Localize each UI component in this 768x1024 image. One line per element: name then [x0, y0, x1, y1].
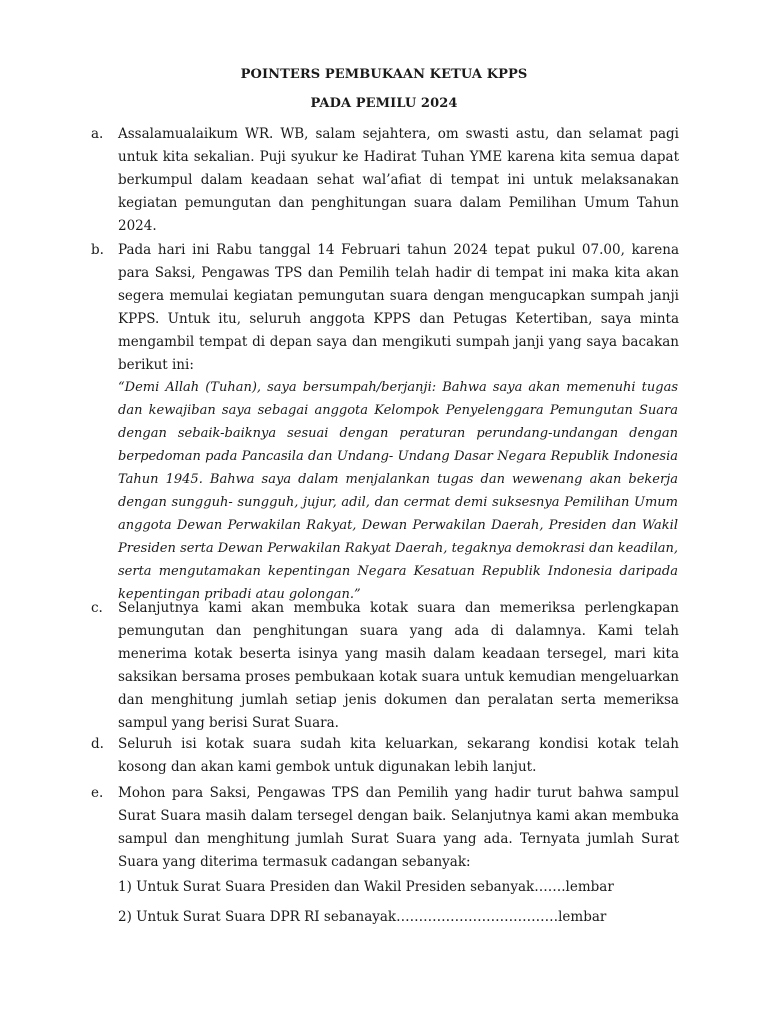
- paragraph-a: [91, 123, 679, 238]
- paragraph-b: [91, 239, 679, 377]
- title-line-1: POINTERS PEMBUKAAN KETUA KPPS: [240, 67, 528, 82]
- title-line-2: PADA PEMILU 2024: [310, 96, 458, 111]
- paragraph-text: Assalamualaikum WR. WB, salam sejahtera, om swasti astu, dan selamat pagi untuk kita sekalian. Puji syukur ke Hadirat Tuhan YME karena kita semua dapat berkumpul dalam keadaan sehat wal’afiat di tempat ini untuk melaksanakan kegiatan pemungutan dan penghitungan suara dalam Pemilihan Umum Tahun 2024.: [118, 126, 679, 234]
- numbered-item-2: 2) Untuk Surat Suara DPR RI sebanayak………………………………lembar: [118, 909, 607, 925]
- paragraph-label: d.: [91, 736, 104, 752]
- paragraph-text: Pada hari ini Rabu tanggal 14 Februari tahun 2024 tepat pukul 07.00, karena para Saksi, Pengawas TPS dan Pemilih telah hadir di tempat ini maka kita akan segera memulai kegiatan pemungutan suara dengan mengucapkan sumpah janji KPPS. Untuk itu, seluruh anggota KPPS dan Petugas Ketertiban, saya minta mengambil tempat di depan saya dan mengikuti sumpah janji yang saya bacakan berikut ini:: [118, 242, 679, 373]
- paragraph-text: Mohon para Saksi, Pengawas TPS dan Pemilih yang hadir turut bahwa sampul Surat Suara masih dalam tersegel dengan baik. Selanjutnya kami akan membuka sampul dan menghitung jumlah Surat Suara yang ada. Ternyata jumlah Surat Suara yang diterima termasuk cadangan sebanyak:: [118, 785, 679, 870]
- paragraph-label: c.: [91, 600, 103, 616]
- paragraph-text: Selanjutnya kami akan membuka kotak suara dan memeriksa perlengkapan pemungutan dan penghitungan suara yang ada di dalamnya. Kami telah menerima kotak beserta isinya yang masih dalam keadaan tersegel, mari kita saksikan bersama proses pembukaan kotak suara untuk kemudian mengeluarkan dan menghitung jumlah setiap jenis dokumen dan peralatan serta memeriksa sampul yang berisi Surat Suara.: [118, 600, 679, 731]
- paragraph-c: [91, 597, 679, 735]
- paragraph-e: [91, 782, 679, 874]
- paragraph-d: [91, 733, 679, 779]
- numbered-item-1: 1) Untuk Surat Suara Presiden dan Wakil Presiden sebanyak…….lembar: [118, 879, 614, 895]
- oath-quote: “Demi Allah (Tuhan), saya bersumpah/berjanji: Bahwa saya akan memenuhi tugas dan kewajiban saya sebagai anggota Kelompok Penyelenggara Pemungutan Suara dengan sebaik-baiknya sesuai dengan peraturan perundang-undangan dengan berpedoman pada Pancasila dan Undang- Undang Dasar Negara Republik Indonesia Tahun 1945. Bahwa saya dalam menjalankan tugas dan wewenang akan bekerja dengan sungguh- sungguh, jujur, adil, dan cermat demi suksesnya Pemilihan Umum anggota Dewan Perwakilan Rakyat, Dewan Perwakilan Daerah, Presiden dan Wakil Presiden serta Dewan Perwakilan Rakyat Daerah, tegaknya demokrasi dan keadilan, serta mengutamakan kepentingan Negara Kesatuan Republik Indonesia daripada kepentingan pribadi atau golongan.”: [118, 380, 678, 602]
- paragraph-label: a.: [91, 126, 104, 142]
- paragraph-label: b.: [91, 242, 104, 258]
- paragraph-label: e.: [91, 785, 104, 801]
- paragraph-text: Seluruh isi kotak suara sudah kita keluarkan, sekarang kondisi kotak telah kosong dan akan kami gembok untuk digunakan lebih lanjut.: [118, 736, 679, 775]
